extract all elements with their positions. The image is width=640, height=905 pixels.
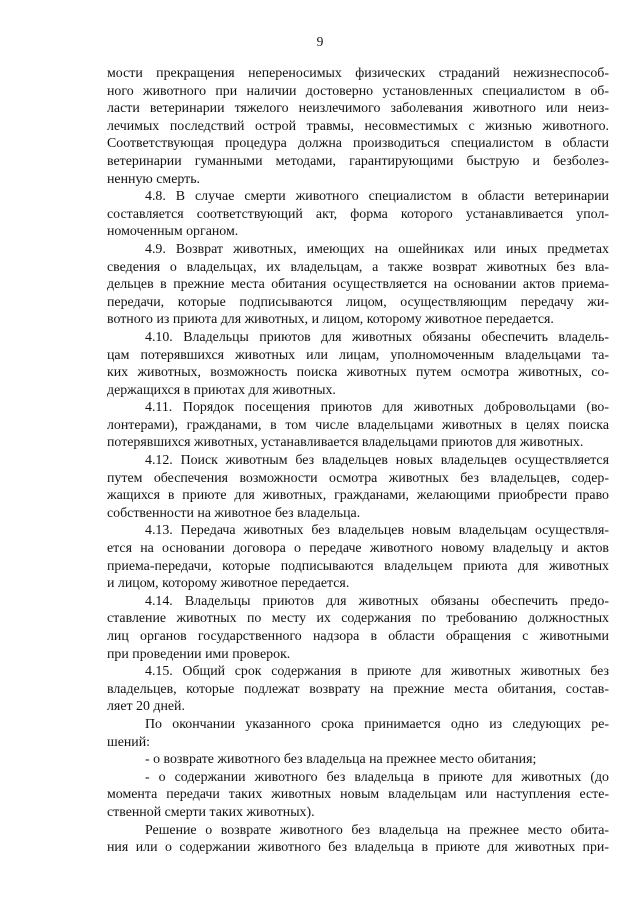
text-line: 4.9. Возврат животных, имеющих на ошейниках или иных предметах	[145, 241, 609, 257]
text-line: - о возврате животного без владельца на прежнее место обитания;	[145, 752, 537, 768]
text-line: шений:	[107, 734, 151, 750]
text-line: составляется соответствующий акт, форма которого устанавливается упол-	[107, 206, 609, 222]
text-line: ких животных, возможность поиска животных путем осмотра животных, со-	[107, 365, 609, 381]
text-line: 4.10. Владельцы приютов для животных обязаны обеспечить владель-	[145, 329, 609, 345]
paragraph	[107, 522, 609, 592]
text-line: собственности на животное без владельца.	[107, 505, 361, 521]
text-line: держащихся в приютах для животных.	[107, 382, 336, 398]
paragraph	[107, 188, 609, 241]
text-line: мости прекращения непереносимых физических страданий нежизнеспособ-	[107, 66, 609, 81]
text-line: сведения о владельцах, их владельцам, а также возврат животных без вла-	[107, 259, 609, 275]
text-line: ется на основании договора о передаче животного новому владельцу и актов	[107, 541, 609, 557]
text-line: при проведении ими проверок.	[107, 646, 291, 662]
text-line: лечимых последствий острой травмы, несовместимых с жизнью животного.	[107, 118, 609, 134]
text-line: приема-передачи, которые подписываются владельцем приюта для животных	[107, 558, 609, 574]
text-line: ния или о содержании животного без владельца в приюте для животных при-	[107, 840, 609, 856]
text-line: и лицом, которому животное передается.	[107, 576, 350, 592]
paragraph	[107, 822, 609, 857]
paragraph	[107, 663, 609, 716]
text-line: ставление животных по месту их содержания по требованию должностных	[107, 611, 609, 627]
paragraph	[107, 65, 609, 188]
text-line: 4.12. Поиск животным без владельцев новых владельцев осуществляется	[145, 453, 609, 469]
text-line: - о содержании животного без владельца в приюте для животных (до	[145, 769, 609, 785]
text-line: 4.15. Общий срок содержания в приюте для животных животных без	[145, 664, 609, 680]
text-line: ветеринарии гуманными методами, гарантирующими быструю и безболез-	[107, 153, 609, 169]
text-line: момента передачи таких животных новым владельцам или наступления есте-	[107, 787, 609, 803]
page-number: 9	[316, 34, 324, 49]
paragraph	[107, 593, 609, 663]
text-line: лиц органов государственного надзора в области обращения с животными	[107, 629, 609, 644]
text-line: потерявшихся животных, устанавливается владельцами приютов для животных.	[107, 435, 584, 451]
paragraph	[107, 716, 609, 751]
text-line: ляет 20 дней.	[107, 699, 185, 715]
text-line: ласти ветеринарии тяжелого неизлечимого заболевания животного или неиз-	[107, 101, 609, 117]
text-line: лонтерами), гражданами, в том числе владельцами животных в целях поиска	[107, 417, 609, 433]
paragraph	[107, 769, 609, 822]
paragraph	[107, 241, 609, 329]
text-line: ного животного при наличии достоверно установленных специалистом в об-	[107, 83, 609, 99]
paragraph	[107, 399, 609, 452]
text-line: 4.8. В случае смерти животного специалистом в области ветеринарии	[145, 189, 609, 205]
text-line: 4.13. Передача животных без владельцев новым владельцам осуществля-	[145, 523, 609, 539]
text-line: владельцев, которые подлежат возврату на прежние места обитания, состав-	[107, 681, 609, 697]
text-line: жащихся в приюте для животных, гражданами, желающими приобрести право	[107, 488, 609, 504]
text-line: дельцев в прежние места обитания осуществляется на основании актов приема-	[107, 277, 609, 293]
text-line: передачи, которые подписываются лицом, осуществляющим передачу жи-	[107, 294, 609, 310]
text-line: цам потерявшихся животных или лицам, уполномоченным владельцами та-	[107, 347, 609, 363]
paragraph	[107, 452, 609, 522]
text-line: По окончании указанного срока принимается одно из следующих ре-	[145, 716, 609, 732]
paragraph	[107, 329, 609, 399]
text-line: Решение о возврате животного без владельца на прежнее место обита-	[145, 822, 609, 838]
text-line: 4.14. Владельцы приютов для животных обязаны обеспечить предо-	[145, 593, 609, 609]
text-line: вотного из приюта для животных, и лицом, которому животное передается.	[107, 312, 554, 328]
text-line: Соответствующая процедура должна производиться специалистом в области	[107, 136, 609, 152]
text-line: 4.11. Порядок посещения приютов для животных добровольцами (во-	[145, 400, 609, 416]
text-line: номоченным органом.	[107, 224, 239, 240]
text-line: ственной смерти таких животных).	[107, 804, 315, 820]
document-body	[107, 65, 609, 857]
text-line: ненную смерть.	[107, 171, 201, 187]
text-line: путем обеспечения возможности осмотра животных без владельцев, содер-	[107, 470, 609, 486]
paragraph	[107, 751, 609, 769]
